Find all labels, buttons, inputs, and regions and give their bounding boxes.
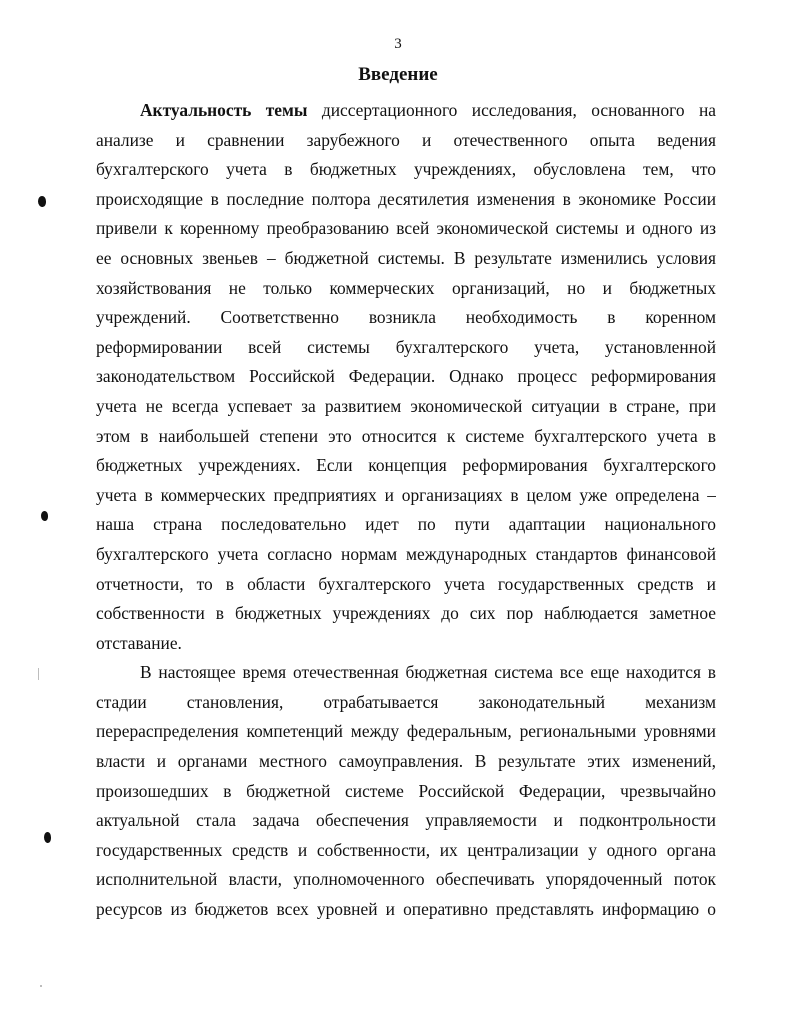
text-line: стадии становления, отрабатывается законодательный механизм bbox=[96, 691, 716, 712]
text-line: ресурсов из бюджетов всех уровней и оперативно представлять информацию о bbox=[96, 899, 716, 920]
text-line bbox=[96, 96, 716, 126]
text-line: отставание. bbox=[96, 632, 182, 653]
text-line: В настоящее время отечественная бюджетная система все еще находится в bbox=[140, 662, 716, 683]
text-line: государственных средств и собственности, их централизации у одного органа bbox=[96, 839, 716, 860]
section-title: Введение bbox=[358, 64, 438, 85]
text-line: законодательством Российской Федерации. Однако процесс реформирования bbox=[96, 366, 716, 387]
text-line: реформировании всей системы бухгалтерского учета, установленной bbox=[96, 336, 716, 357]
text-line: актуальной стала задача обеспечения управляемости и подконтрольности bbox=[96, 810, 716, 831]
text-line: перераспределения компетенций между федеральным, региональными уровнями bbox=[96, 721, 716, 742]
text-line: учета в коммерческих предприятиях и организациях в целом уже определена – bbox=[96, 484, 716, 505]
text-line: этом в наибольшей степени это относится к системе бухгалтерского учета в bbox=[96, 425, 716, 446]
text-line: привели к коренному преобразованию всей экономической системы и одного из bbox=[96, 218, 716, 239]
text-line: исполнительной власти, уполномоченного обеспечивать упорядоченный поток bbox=[96, 869, 716, 890]
text-line: хозяйствования не только коммерческих организаций, но и бюджетных bbox=[96, 277, 716, 298]
text-line: наша страна последовательно идет по пути адаптации национального bbox=[96, 514, 716, 535]
scan-faint-mark bbox=[38, 668, 39, 680]
scan-speck-mark bbox=[38, 196, 46, 207]
line-text: диссертационного исследования, основанного на bbox=[307, 100, 716, 120]
scan-speck-mark bbox=[41, 511, 48, 521]
text-line: бухгалтерского учета в бюджетных учреждениях, обусловлена тем, что bbox=[96, 159, 716, 180]
text-line: учета не всегда успевает за развитием экономической ситуации в стране, при bbox=[96, 395, 716, 416]
text-line: отчетности, то в области бухгалтерского учета государственных средств и bbox=[96, 573, 716, 594]
page-number: 3 bbox=[394, 36, 402, 52]
text-line: бухгалтерского учета согласно нормам международных стандартов финансовой bbox=[96, 543, 716, 564]
lead-bold-phrase: Актуальность темы bbox=[140, 100, 308, 120]
text-line: собственности в бюджетных учреждениях до сих пор наблюдается заметное bbox=[96, 603, 716, 624]
text-line: происходящие в последние полтора десятилетия изменения в экономике России bbox=[96, 188, 716, 209]
text-line: произошедших в бюджетной системе Российской Федерации, чрезвычайно bbox=[96, 780, 716, 801]
paragraph-budget-system bbox=[96, 658, 716, 924]
scan-faint-mark bbox=[40, 985, 42, 987]
text-line: учреждений. Соответственно возникла необходимость в коренном bbox=[96, 307, 716, 328]
body-text bbox=[96, 96, 716, 925]
text-line: анализе и сравнении зарубежного и отечественного опыта ведения bbox=[96, 129, 716, 150]
paragraph-relevance bbox=[96, 96, 716, 658]
text-line: бюджетных учреждениях. Если концепция реформирования бухгалтерского bbox=[96, 455, 716, 476]
text-line: власти и органами местного самоуправления. В результате этих изменений, bbox=[96, 751, 716, 772]
scan-speck-mark bbox=[44, 832, 51, 843]
text-line: ее основных звеньев – бюджетной системы. В результате изменились условия bbox=[96, 247, 716, 268]
